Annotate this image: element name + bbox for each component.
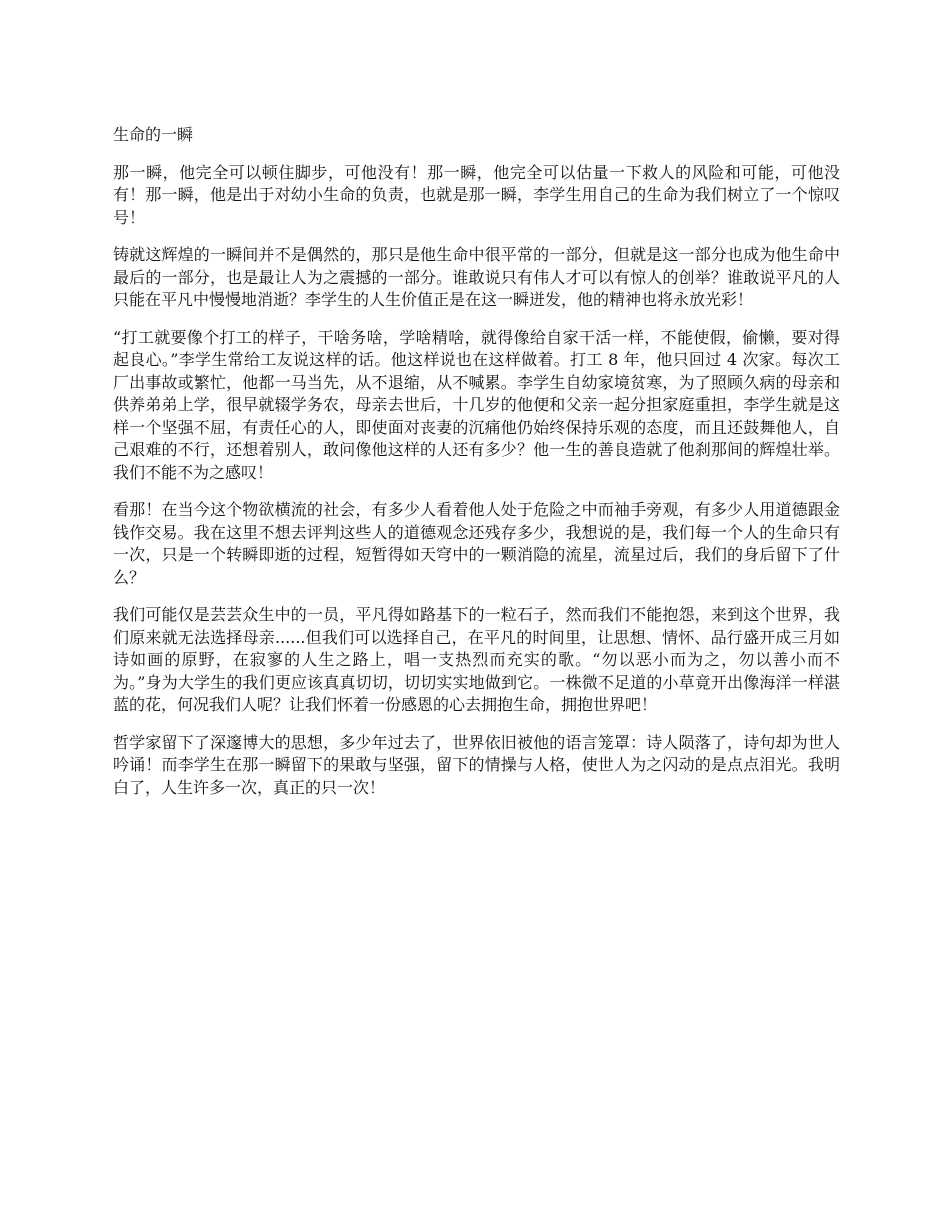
- paragraph-2: 铸就这辉煌的一瞬间并不是偶然的，那只是他生命中很平常的一部分，但就是这一部分也成为他生命中最后的一部分，也是最让人为之震撼的一部分。谁敢说只有伟人才可以有惊人的创举？谁敢说平凡的人只能在平凡中慢慢地消逝？李学生的人生价值正是在这一瞬迸发，他的精神也将永放光彩！: [113, 245, 840, 309]
- document-title: 生命的一瞬: [113, 125, 194, 144]
- document-page: [113, 124, 840, 814]
- paragraph-4: 看那！在当今这个物欲横流的社会，有多少人看着他人处于危险之中而袖手旁观，有多少人用道德跟金钱作交易。我在这里不想去评判这些人的道德观念还残存多少，我想说的是，我们每一个人的生命只有一次，只是一个转瞬即逝的过程，短暂得如天穹中的一颗消隐的流星，流星过后，我们的身后留下了什么？: [113, 500, 840, 587]
- paragraph-1: 那一瞬，他完全可以顿住脚步，可他没有！那一瞬，他完全可以估量一下救人的风险和可能，可他没有！那一瞬，他是出于对幼小生命的负责，也就是那一瞬，李学生用自己的生命为我们树立了一个惊叹号！: [113, 162, 840, 227]
- paragraph-5: 我们可能仅是芸芸众生中的一员，平凡得如路基下的一粒石子，然而我们不能抱怨，来到这个世界，我们原来就无法选择母亲......但我们可以选择自己，在平凡的时间里，让思想、情怀、品行盛开成三月如诗如画的原野，在寂寥的人生之路上，唱一支热烈而充实的歌。“勿以恶小而为之，勿以善小而不为。”身为大学生的我们更应该真真切切，切切实实地做到它。一株微不足道的小草竟开出像海洋一样湛蓝的花，何况我们人呢？让我们怀着一份感恩的心去拥抱生命，拥抱世界吧！: [113, 605, 840, 714]
- paragraph-6: 哲学家留下了深邃博大的思想，多少年过去了，世界依旧被他的语言笼罩：诗人陨落了，诗句却为世人吟诵！而李学生在那一瞬留下的果敢与坚强，留下的情操与人格，使世人为之闪动的是点点泪光。我明白了，人生许多一次，真正的只一次！: [113, 732, 840, 797]
- paragraph-3: “打工就要像个打工的样子，干啥务啥，学啥精啥，就得像给自家干活一样，不能使假，偷懒，要对得起良心。”李学生常给工友说这样的话。他这样说也在这样做着。打工 8 年，他只回过 4 次家。每次工厂出事故或繁忙，他都一马当先，从不退缩，从不喊累。李学生自幼家境贫寒，为了照顾久病的母亲和供养弟弟上学，很早就辍学务农，母亲去世后，十几岁的他便和父亲一起分担家庭重担，李学生就是这样一个坚强不屈，有责任心的人，即使面对丧妻的沉痛他仍始终保持乐观的态度，而且还鼓舞他人，自己艰难的不行，还想着别人，敢问像他这样的人还有多少？他一生的善良造就了他刹那间的辉煌壮举。我们不能不为之感叹！: [113, 327, 840, 482]
